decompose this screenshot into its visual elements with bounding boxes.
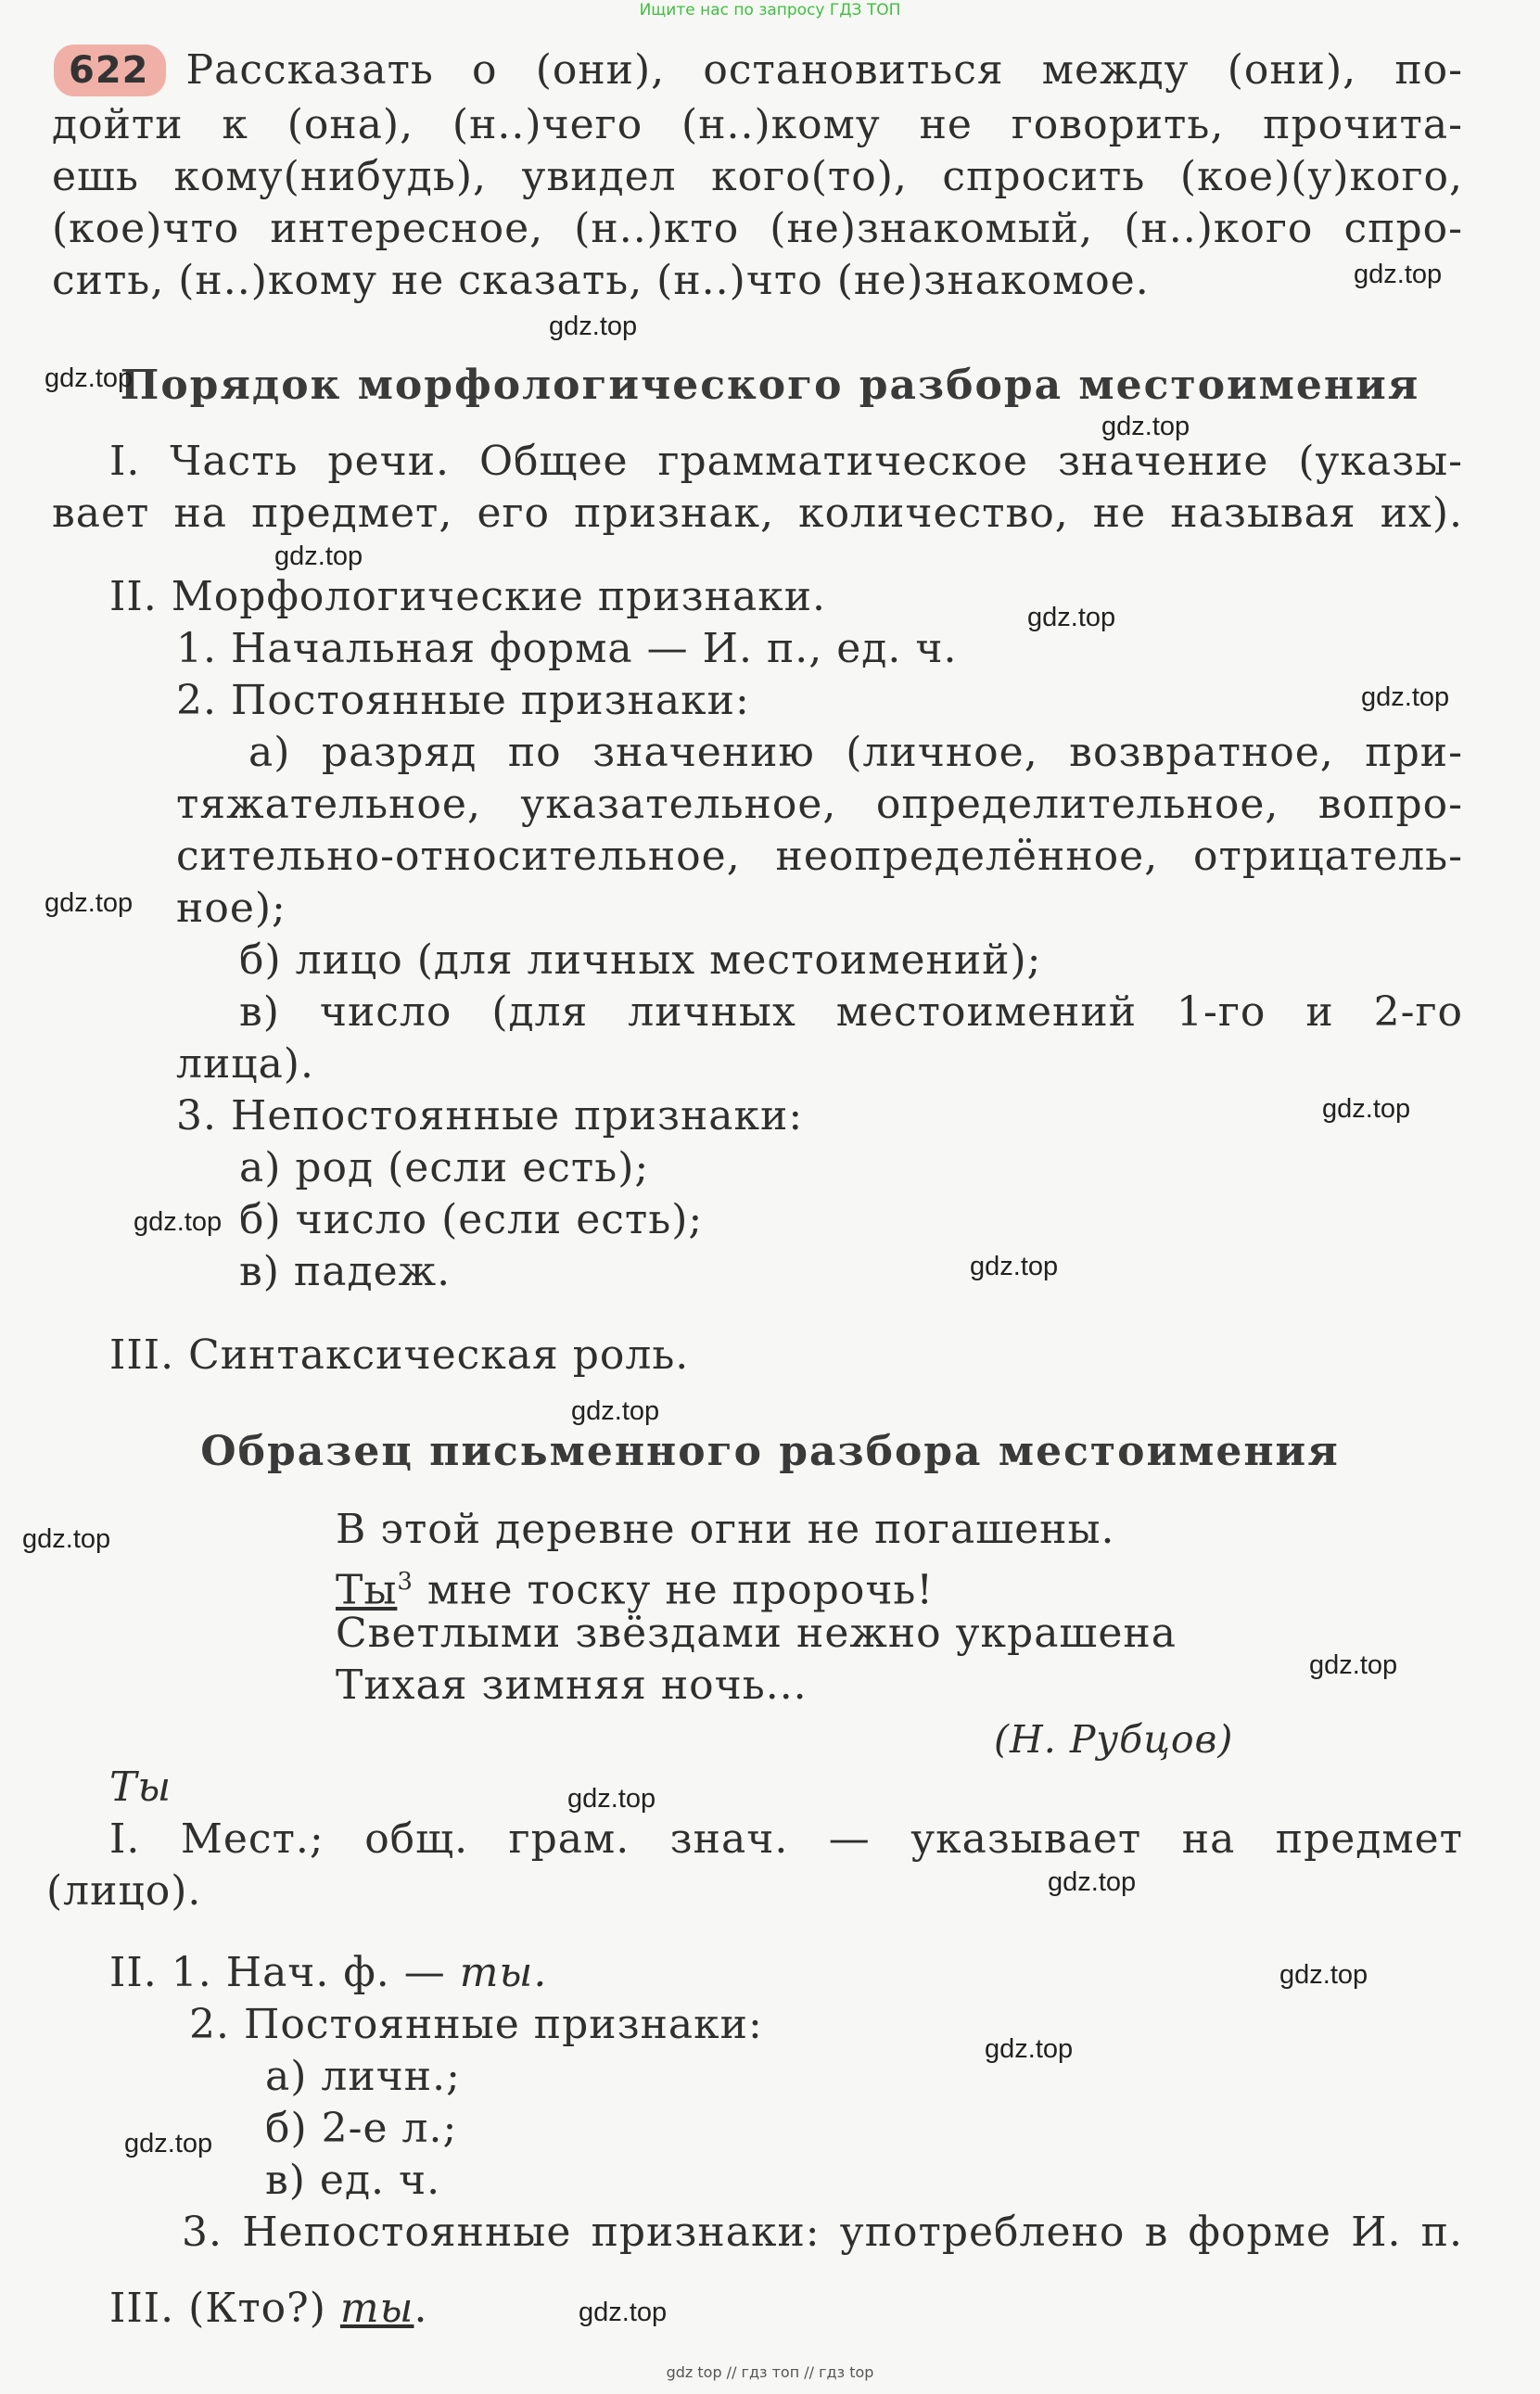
analysis-p1-line1: I. Мест.; общ. грам. знач. — указывает на предмет [109,1815,1463,1863]
order-p2: II. Морфологические признаки. [109,573,827,620]
exercise-line-5: сить, (н..)кому не сказать, (н..)что (не)знакомое. [52,257,1150,304]
analysed-word: Ты [109,1764,172,1811]
order-title: Порядок морфологического разбора местоимения [120,362,1420,409]
order-p2-2a-line4: ное); [176,885,286,932]
analysis-p3-dot: . [414,2285,428,2332]
order-p1-line1: I. Часть речи. Общее грамматическое значение (указы- [109,438,1463,485]
analysis-p2-2: 2. Постоянные признаки: [189,2001,763,2048]
exercise-line-2: дойти к (она), (н..)чего (н..)кому не говорить, прочита- [52,101,1463,148]
watermark: gdz.top [1361,682,1450,712]
watermark: gdz.top [45,888,134,918]
poem-line-4: Тихая зимняя ночь... [336,1662,808,1709]
watermark: gdz.top [985,2034,1074,2064]
analysis-p2-1-label: II. 1. Нач. ф. — [109,1949,460,1996]
analysis-p3-label: III. (Кто?) [109,2285,340,2332]
watermark: gdz.top [567,1784,656,1814]
watermark: gdz.top [1101,412,1190,441]
exercise-line-4: (кое)что интересное, (н..)кто (не)знакомый, (н..)кого спро- [52,205,1463,252]
analysis-p3 [109,2283,427,2335]
analysis-p1-line2: (лицо). [46,1867,202,1915]
exercise-line-1 [54,45,1463,96]
watermark: gdz.top [124,2129,213,2158]
order-p2-2a-line2: тяжательное, указательное, определительное, вопро- [176,781,1463,828]
order-p2-2: 2. Постоянные признаки: [176,677,750,724]
poem-line-3: Светлыми звёздами нежно украшена [336,1610,1177,1657]
watermark: gdz.top [579,2298,668,2327]
watermark: gdz.top [45,363,134,393]
watermark: gdz.top [549,312,638,341]
order-p3: III. Синтаксическая роль. [109,1331,690,1379]
watermark: gdz.top [970,1252,1059,1281]
analysis-p3-word: ты [339,2285,414,2332]
watermark: gdz.top [274,541,363,571]
top-banner[interactable]: Ищите нас по запросу ГДЗ ТОП [639,1,901,19]
watermark: gdz.top [134,1207,223,1237]
analysis-p2-2a: а) личн.; [265,2053,461,2100]
watermark: gdz.top [1309,1650,1398,1680]
bottom-banner[interactable]: gdz top // гдз топ // гдз top [666,2363,874,2381]
watermark: gdz.top [1322,1094,1411,1124]
order-p2-2v-line2: лица). [176,1040,314,1088]
watermark: gdz.top [1279,1960,1368,1990]
order-p2-1: 1. Начальная форма — И. п., ед. ч. [176,625,958,672]
order-p2-3a: а) род (если есть); [239,1144,650,1191]
sample-title: Образец письменного разбора местоимения [200,1428,1340,1475]
poem-author: (Н. Рубцов) [994,1717,1234,1762]
watermark: gdz.top [22,1524,111,1554]
poem-line-2-rest: мне тоску не пророчь! [413,1566,935,1614]
order-p2-3: 3. Непостоянные признаки: [176,1092,804,1140]
exercise-line-3: ешь кому(нибудь), увидел кого(то), спросить (кое)(у)кого, [52,153,1463,200]
analysis-p2-1 [109,1947,547,1999]
poem-line-1: В этой деревне огни не погашены. [336,1506,1115,1553]
analysis-p2-2v: в) ед. ч. [265,2157,441,2204]
order-p2-3v: в) падеж. [239,1248,452,1295]
order-p2-3b: б) число (если есть); [239,1196,704,1243]
poem-footnote-mark: 3 [397,1568,414,1596]
watermark: gdz.top [1048,1867,1137,1897]
watermark: gdz.top [1354,260,1443,289]
poem-pronoun: Ты [336,1566,398,1614]
order-p2-2v-line1: в) число (для личных местоимений 1-го и 2-го [239,988,1463,1036]
analysis-p2-3: 3. Непостоянные признаки: употреблено в форме И. п. [182,2209,1463,2256]
exercise-number-badge: 622 [54,45,166,96]
analysis-p2-2b: б) 2-е л.; [265,2105,458,2152]
order-p2-2a-line3: сительно-относительное, неопределённое, отрицатель- [176,833,1463,880]
watermark: gdz.top [1027,603,1116,632]
order-p2-2b: б) лицо (для личных местоимений); [239,936,1042,984]
analysis-initial-form: ты. [459,1949,548,1996]
order-p1-line2: вает на предмет, его признак, количество, не называя их). [52,490,1463,537]
order-p2-2a-line1: а) разряд по значению (личное, возвратное, при- [248,729,1463,776]
watermark: gdz.top [571,1396,660,1426]
exercise-text: Рассказать о (они), остановиться между (они), по- [185,46,1463,94]
